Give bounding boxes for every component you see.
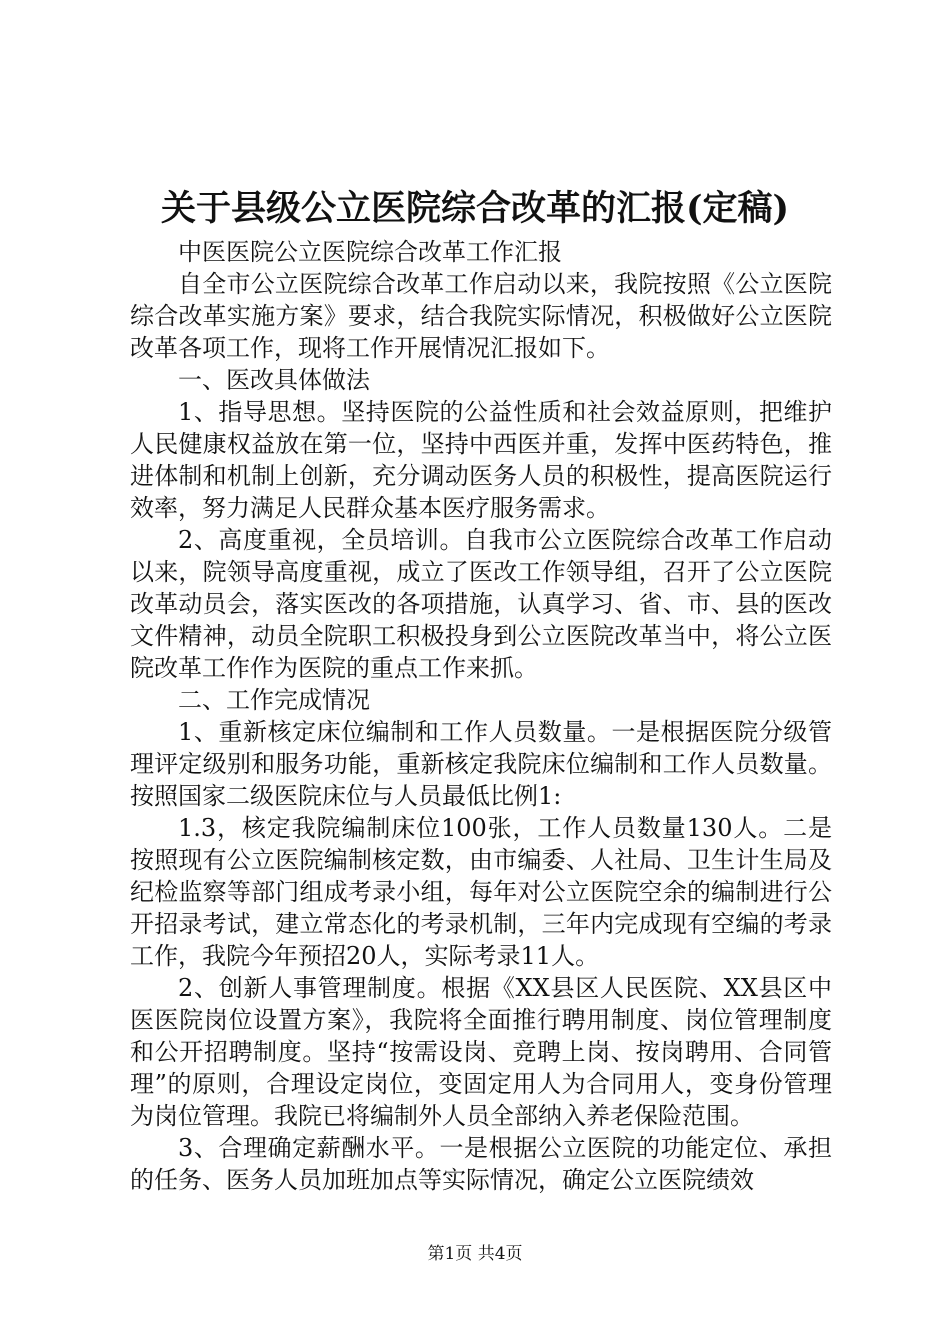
page-footer: 第1页 共4页 [427, 1244, 523, 1264]
document-title: 关于县级公立医院综合改革的汇报(定稿) [160, 188, 790, 229]
intro-paragraph: 自全市公立医院综合改革工作启动以来，我院按照《公立医院综合改革实施方案》要求，结合我院实际情况，积极做好公立医院改革各项工作，现将工作开展情况汇报如下。 [130, 270, 832, 362]
body-paragraph: 2、创新人事管理制度。根据《XX县区人民医院、XX县区中医医院岗位设置方案》，我院将全面推行聘用制度、岗位管理制度和公开招聘制度。坚持“按需设岗、竞聘上岗、按岗聘用、合同管理”的原则，合理设定岗位，变固定用人为合同用人，变身份管理为岗位管理。我院已将编制外人员全部纳入养老保险范围。 [130, 974, 832, 1130]
body-paragraph: 1.3，核定我院编制床位100张，工作人员数量130人。二是按照现有公立医院编制核定数，由市编委、人社局、卫生计生局及纪检监察等部门组成考录小组，每年对公立医院空余的编制进行公开招录考试，建立常态化的考录机制，三年内完成现有空编的考录工作，我院今年预招20人，实际考录11人。 [130, 814, 832, 970]
section-heading-2: 二、工作完成情况 [178, 686, 370, 714]
subtitle-paragraph: 中医医院公立医院综合改革工作汇报 [178, 238, 562, 266]
body-paragraph: 3、合理确定薪酬水平。一是根据公立医院的功能定位、承担的任务、医务人员加班加点等实际情况，确定公立医院绩效 [130, 1134, 832, 1194]
document-body [130, 236, 832, 1196]
body-paragraph: 1、指导思想。坚持医院的公益性质和社会效益原则，把维护人民健康权益放在第一位，坚持中西医并重，发挥中医药特色，推进体制和机制上创新，充分调动医务人员的积极性，提高医院运行效率，努力满足人民群众基本医疗服务需求。 [130, 398, 832, 522]
body-paragraph: 2、高度重视，全员培训。自我市公立医院综合改革工作启动以来，院领导高度重视，成立了医改工作领导组，召开了公立医院改革动员会，落实医改的各项措施，认真学习、省、市、县的医改文件精神，动员全院职工积极投身到公立医院改革当中，将公立医院改革工作作为医院的重点工作来抓。 [130, 526, 832, 682]
body-paragraph: 1、重新核定床位编制和工作人员数量。一是根据医院分级管理评定级别和服务功能，重新核定我院床位编制和工作人员数量。按照国家二级医院床位与人员最低比例1: [130, 718, 832, 810]
section-heading-1: 一、医改具体做法 [178, 366, 370, 394]
